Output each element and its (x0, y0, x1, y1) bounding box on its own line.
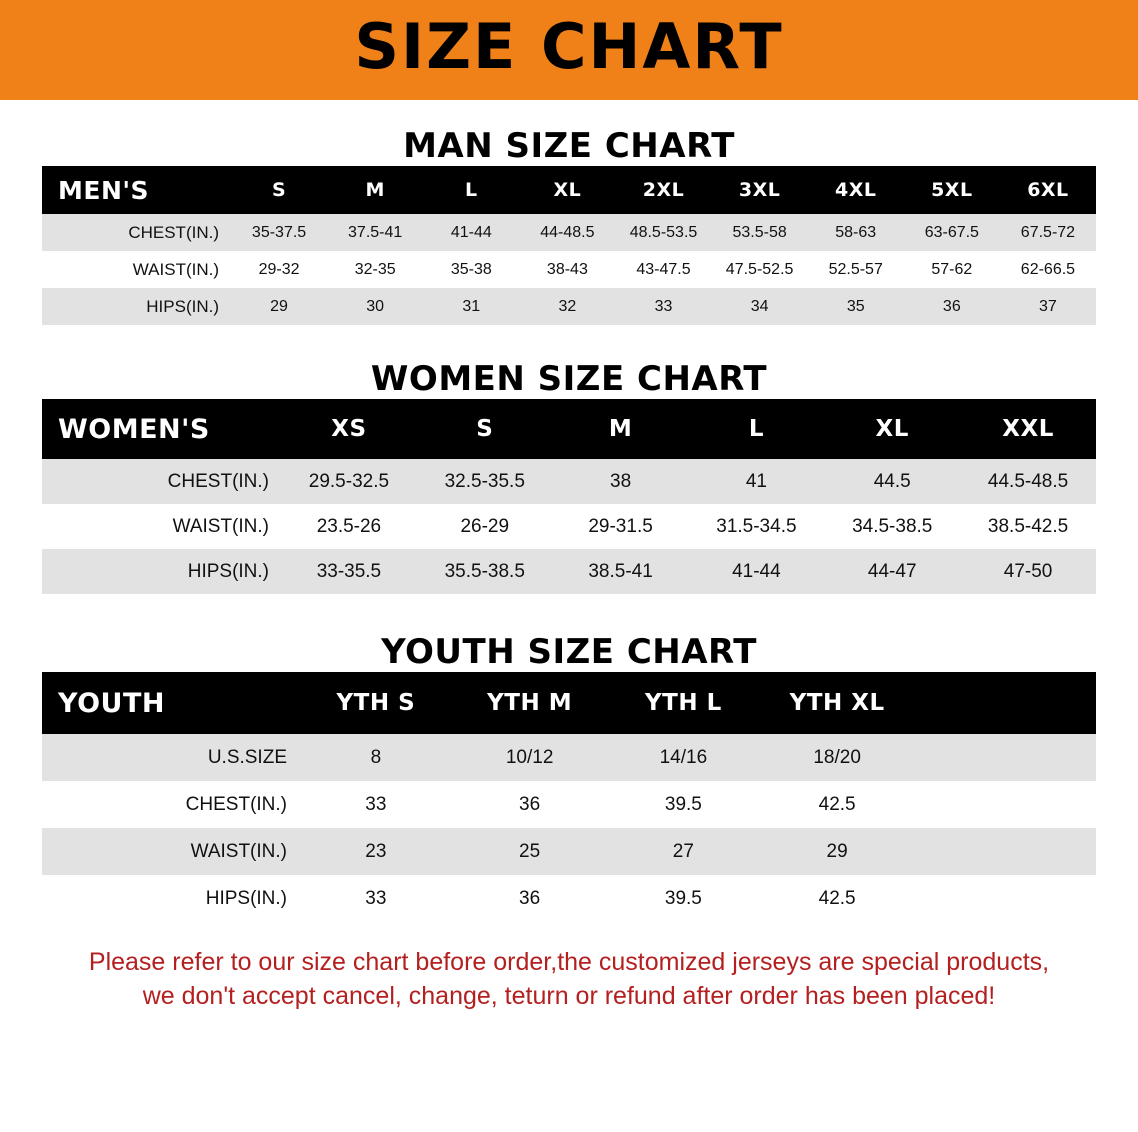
youth-ussize-empty (914, 734, 1096, 781)
table-row (42, 549, 1096, 594)
youth-waist-1: 23 (299, 828, 453, 875)
women-table-body (42, 459, 1096, 594)
men-hips-6: 34 (712, 288, 808, 325)
men-chest-4: 44-48.5 (519, 214, 615, 251)
youth-row-label-hips: HIPS(IN.) (42, 875, 299, 922)
men-waist-5: 43-47.5 (615, 251, 711, 288)
men-hips-4: 32 (519, 288, 615, 325)
women-col-3: M (553, 399, 689, 459)
youth-corner-label: YOUTH (42, 672, 299, 734)
women-row-label-chest: CHEST(IN.) (42, 459, 281, 504)
men-waist-2: 32-35 (327, 251, 423, 288)
women-chest-1: 29.5-32.5 (281, 459, 417, 504)
banner (0, 0, 1138, 100)
women-waist-3: 29-31.5 (553, 504, 689, 549)
table-row (42, 734, 1096, 781)
youth-hips-1: 33 (299, 875, 453, 922)
men-waist-9: 62-66.5 (1000, 251, 1096, 288)
table-row (42, 875, 1096, 922)
youth-row-label-chest: CHEST(IN.) (42, 781, 299, 828)
table-row (42, 214, 1096, 251)
youth-chest-2: 36 (453, 781, 607, 828)
youth-col-3: YTH L (607, 672, 761, 734)
men-size-table (42, 166, 1096, 325)
youth-hips-2: 36 (453, 875, 607, 922)
men-chest-2: 37.5-41 (327, 214, 423, 251)
youth-col-empty (914, 672, 1096, 734)
men-hips-8: 36 (904, 288, 1000, 325)
disclaimer-line-2: we don't accept cancel, change, teturn or refund after order has been placed! (142, 981, 996, 1010)
men-col-5: 2XL (615, 166, 711, 214)
women-hips-4: 41-44 (688, 549, 824, 594)
disclaimer-line-1: Please refer to our size chart before order,the customized jerseys are special products, (88, 948, 1050, 976)
men-hips-7: 35 (808, 288, 904, 325)
women-header-row (42, 399, 1096, 459)
men-waist-8: 57-62 (904, 251, 1000, 288)
women-hips-6: 47-50 (960, 549, 1096, 594)
banner-title: SIZE CHART (354, 10, 784, 83)
men-table-head (42, 166, 1096, 214)
men-table-body (42, 214, 1096, 325)
youth-hips-3: 39.5 (607, 875, 761, 922)
youth-table-body (42, 734, 1096, 922)
youth-chest-empty (914, 781, 1096, 828)
table-row (42, 459, 1096, 504)
women-col-1: XS (281, 399, 417, 459)
men-chest-9: 67.5-72 (1000, 214, 1096, 251)
youth-ussize-3: 14/16 (607, 734, 761, 781)
man-table-wrap (42, 166, 1096, 325)
women-hips-5: 44-47 (824, 549, 960, 594)
table-row (42, 504, 1096, 549)
women-row-label-waist: WAIST(IN.) (42, 504, 281, 549)
men-row-label-chest: CHEST(IN.) (42, 214, 231, 251)
youth-waist-2: 25 (453, 828, 607, 875)
youth-ussize-2: 10/12 (453, 734, 607, 781)
youth-col-4: YTH XL (760, 672, 914, 734)
youth-table-wrap (42, 672, 1096, 922)
women-hips-2: 35.5-38.5 (417, 549, 553, 594)
youth-hips-4: 42.5 (760, 875, 914, 922)
women-chest-6: 44.5-48.5 (960, 459, 1096, 504)
men-col-2: M (327, 166, 423, 214)
table-row (42, 781, 1096, 828)
men-col-4: XL (519, 166, 615, 214)
youth-hips-empty (914, 875, 1096, 922)
women-col-2: S (417, 399, 553, 459)
men-chest-1: 35-37.5 (231, 214, 327, 251)
men-waist-4: 38-43 (519, 251, 615, 288)
men-hips-3: 31 (423, 288, 519, 325)
men-waist-1: 29-32 (231, 251, 327, 288)
youth-waist-4: 29 (760, 828, 914, 875)
women-hips-1: 33-35.5 (281, 549, 417, 594)
men-row-label-hips: HIPS(IN.) (42, 288, 231, 325)
women-table-head (42, 399, 1096, 459)
youth-section-title: YOUTH SIZE CHART (381, 632, 757, 672)
women-hips-3: 38.5-41 (553, 549, 689, 594)
women-chest-5: 44.5 (824, 459, 960, 504)
men-chest-6: 53.5-58 (712, 214, 808, 251)
youth-col-1: YTH S (299, 672, 453, 734)
women-chest-4: 41 (688, 459, 824, 504)
men-col-1: S (231, 166, 327, 214)
men-hips-2: 30 (327, 288, 423, 325)
youth-row-label-ussize: U.S.SIZE (42, 734, 299, 781)
youth-chest-1: 33 (299, 781, 453, 828)
youth-size-table (42, 672, 1096, 922)
men-col-8: 5XL (904, 166, 1000, 214)
women-chest-2: 32.5-35.5 (417, 459, 553, 504)
men-waist-7: 52.5-57 (808, 251, 904, 288)
youth-waist-3: 27 (607, 828, 761, 875)
youth-header-row (42, 672, 1096, 734)
men-chest-5: 48.5-53.5 (615, 214, 711, 251)
men-waist-3: 35-38 (423, 251, 519, 288)
women-col-6: XXL (960, 399, 1096, 459)
youth-ussize-1: 8 (299, 734, 453, 781)
men-header-row (42, 166, 1096, 214)
women-waist-6: 38.5-42.5 (960, 504, 1096, 549)
women-waist-5: 34.5-38.5 (824, 504, 960, 549)
youth-waist-empty (914, 828, 1096, 875)
men-col-9: 6XL (1000, 166, 1096, 214)
women-chest-3: 38 (553, 459, 689, 504)
table-row (42, 828, 1096, 875)
table-row (42, 251, 1096, 288)
youth-ussize-4: 18/20 (760, 734, 914, 781)
men-hips-5: 33 (615, 288, 711, 325)
youth-col-2: YTH M (453, 672, 607, 734)
men-row-label-waist: WAIST(IN.) (42, 251, 231, 288)
women-table-wrap (42, 399, 1096, 594)
youth-chest-3: 39.5 (607, 781, 761, 828)
men-waist-6: 47.5-52.5 (712, 251, 808, 288)
men-chest-8: 63-67.5 (904, 214, 1000, 251)
table-row (42, 288, 1096, 325)
disclaimer-note (38, 946, 1100, 1014)
man-section-title: MAN SIZE CHART (403, 126, 735, 166)
men-chest-3: 41-44 (423, 214, 519, 251)
youth-table-head (42, 672, 1096, 734)
youth-chest-4: 42.5 (760, 781, 914, 828)
women-section-title: WOMEN SIZE CHART (370, 359, 768, 399)
women-waist-1: 23.5-26 (281, 504, 417, 549)
men-hips-1: 29 (231, 288, 327, 325)
women-col-5: XL (824, 399, 960, 459)
men-col-6: 3XL (712, 166, 808, 214)
men-col-3: L (423, 166, 519, 214)
women-waist-4: 31.5-34.5 (688, 504, 824, 549)
women-corner-label: WOMEN'S (42, 399, 281, 459)
youth-row-label-waist: WAIST(IN.) (42, 828, 299, 875)
men-chest-7: 58-63 (808, 214, 904, 251)
men-col-7: 4XL (808, 166, 904, 214)
women-size-table (42, 399, 1096, 594)
women-waist-2: 26-29 (417, 504, 553, 549)
women-col-4: L (688, 399, 824, 459)
men-hips-9: 37 (1000, 288, 1096, 325)
women-row-label-hips: HIPS(IN.) (42, 549, 281, 594)
men-corner-label: MEN'S (42, 166, 231, 214)
